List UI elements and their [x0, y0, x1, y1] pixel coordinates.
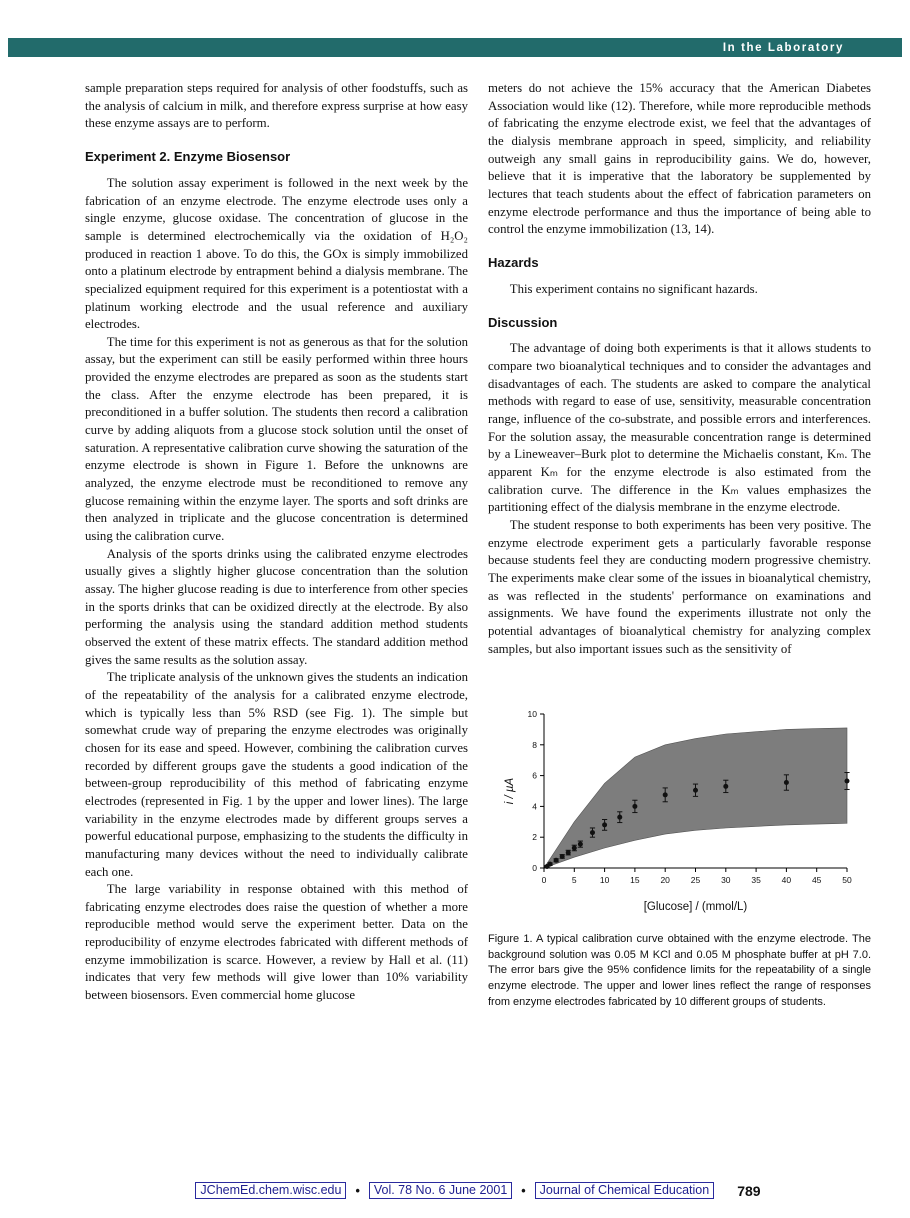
paragraph: The student response to both experiments has been very positive. The enzyme electrode experiment gets a particularly favorable response because students feel they are conducting modern progressive chemistry. The experiments make clear some of the issues in bioanalytical chemistry, as was reflected in the students' performance on examinations and assignments. We have found the experiments illustrate not only the potential advantages of bioanalytical chemistry for analyzing complex samples, but also important issues such as the sensitivity of: [488, 518, 871, 656]
column-right: [488, 80, 871, 1010]
paragraph: The large variability in response obtained with this method of fabricating enzyme electrodes does raise the question of whether a more reproducible method would serve the experiment better. Data on the reproducibility of enzyme electrodes fabricated with different methods of enzyme immobilization is scarce. However, a review by Hall et al. (11) indicates that very few methods will give lower than 10% variability between biosensors. Even commercial home glucose: [85, 882, 468, 1003]
paragraph: sample preparation steps required for analysis of other foodstuffs, such as the analysis of calcium in milk, and therefore express surprise at how easy these enzyme assays are to perform.: [85, 81, 468, 131]
svg-text:10: 10: [599, 875, 610, 886]
paragraph: The advantage of doing both experiments is that it allows students to compare two bioanalytical techniques and to consider the advantages and disadvantages of each. The students are asked to compare the analytical methods with regard to ease of use, sensitivity, measurable concentration range, influence of the co-substrate, and possible errors and interferences. For the solution assay, the measurable concentration range is determined by a Lineweaver–Burk plot to determine the Michaelis constant, Kₘ. The apparent Kₘ for the enzyme electrode is also estimated from the calibration curve. The difference in the Kₘ values emphasizes the partitioning effect of the dialysis membrane in the enzyme electrode.: [488, 341, 871, 515]
paragraph: Analysis of the sports drinks using the calibrated enzyme electrodes usually gives a slightly higher glucose concentration than the solution assay. The higher glucose reading is due to interference from other species in the sports drinks that can be oxidized directly at the electrode. By also performing the analysis using the standard addition method students observed the extent of these matrix effects. The standard addition method gives the same results as the solution assay.: [85, 546, 468, 667]
svg-text:2: 2: [532, 832, 537, 843]
svg-text:4: 4: [532, 801, 537, 812]
footer-separator: •: [355, 1183, 360, 1198]
svg-text:45: 45: [811, 875, 822, 886]
calibration-chart: [488, 704, 871, 916]
svg-text:i / µA: i / µA: [504, 778, 516, 805]
two-column-body: [85, 80, 871, 1010]
footer-link-volume[interactable]: Vol. 78 No. 6 June 2001: [369, 1182, 512, 1199]
svg-text:10: 10: [527, 709, 537, 720]
svg-text:5: 5: [571, 875, 577, 886]
svg-text:8: 8: [532, 740, 537, 751]
svg-text:40: 40: [781, 875, 792, 886]
footer-separator: •: [521, 1183, 526, 1198]
paragraph: The time for this experiment is not as generous as that for the solution assay, but the experiment can still be easily performed within three hours provided the enzyme electrodes are prepared as soon as the students start the class. After the enzyme electrode has been prepared, it is preconditioned in a buffer solution. The students then record a calibration curve by adding aliquots from a glucose stock solution until the onset of saturation. A representative calibration curve showing the saturation of the enzyme electrode is shown in Figure 1. Before the unknowns are analyzed, the enzyme electrode must be reconditioned to remove any glucose remaining within the enzyme layer. The sports and soft drinks are then analyzed in triplicate and the glucose concentration is determined using the calibration curve.: [85, 334, 468, 544]
footer-link-journal[interactable]: Journal of Chemical Education: [535, 1182, 715, 1199]
figure-1: [488, 704, 871, 1010]
heading-experiment-2: Experiment 2. Enzyme Biosensor: [85, 148, 291, 164]
svg-text:50: 50: [842, 875, 852, 886]
svg-text:25: 25: [690, 875, 701, 886]
svg-text:0: 0: [541, 875, 547, 886]
page-number: 789: [737, 1182, 761, 1199]
paragraph: The solution assay experiment is followed in the next week by the fabrication of an enzyme electrode. The enzyme electrode uses only a single enzyme, glucose oxidase. The concentration of glucose in the sample is determined electrochemically via the oxidation of H₂O₂ produced in reaction 1 above. To do this, the GOx is simply immobilized onto a platinum electrode by entrapment behind a dialysis membrane. The specialized equipment required for this experiment is a potentiostat with a platinum working electrode and the usual reference and auxiliary electrodes.: [85, 175, 468, 332]
figure-caption: Figure 1. A typical calibration curve obtained with the enzyme electrode. The background solution was 0.05 M KCl and 0.05 M phosphate buffer at pH 7.0. The error bars give the 95% confidence limits for the repeatability of a single enzyme electrode. The upper and lower lines reflect the range of responses from enzyme electrodes fabricated by 10 different groups of students.: [488, 933, 871, 1008]
footer: [85, 1182, 871, 1199]
svg-text:6: 6: [532, 770, 537, 781]
heading-hazards: Hazards: [488, 254, 539, 270]
svg-text:15: 15: [630, 875, 640, 886]
column-left: [85, 80, 468, 1010]
header-bar: [8, 38, 902, 57]
svg-text:0: 0: [532, 863, 537, 874]
heading-discussion: Discussion: [488, 314, 558, 330]
paragraph: The triplicate analysis of the unknown gives the students an indication of the repeatability of the analysis for a calibrated enzyme electrode, which is typically less than 5% RSD (see Fig. 1). The simple but somewhat crude way of preparing the enzyme electrodes was originally chosen for its ease and speed. However, combining the calibration curves recorded by different groups gave the students a good indication of the between-group reproducibility of this method of fabricating enzyme electrodes (represented in Fig. 1 by the upper and lower lines). The large variability in the enzyme electrodes made by different groups serves a powerful educational purpose, emphasizing to the students the difficulty in manufacturing many devices without the need to individually calibrate each one.: [85, 670, 468, 879]
footer-link-site[interactable]: JChemEd.chem.wisc.edu: [195, 1182, 346, 1199]
paragraph: meters do not achieve the 15% accuracy that the American Diabetes Association would like (12). Therefore, while more reproducible methods of fabricating the enzyme electrode exist, we feel that the advantages of the dialysis membrane approach in speed, simplicity, and reliability outweigh any small gains in reproducibility gains. We do, however, believe that it is imperative that the laboratory be supplemented by lectures that teach students about the effect of fabrication parameters on enzyme electrode performance and thus the importance of being able to control the enzyme immobilization (13, 14).: [488, 81, 871, 237]
svg-text:35: 35: [751, 875, 761, 886]
section-label: In the Laboratory: [722, 41, 844, 54]
svg-text:[Glucose] / (mmol/L): [Glucose] / (mmol/L): [643, 901, 748, 914]
svg-text:20: 20: [660, 875, 670, 886]
svg-text:30: 30: [721, 875, 731, 886]
paragraph: This experiment contains no significant hazards.: [509, 281, 758, 296]
